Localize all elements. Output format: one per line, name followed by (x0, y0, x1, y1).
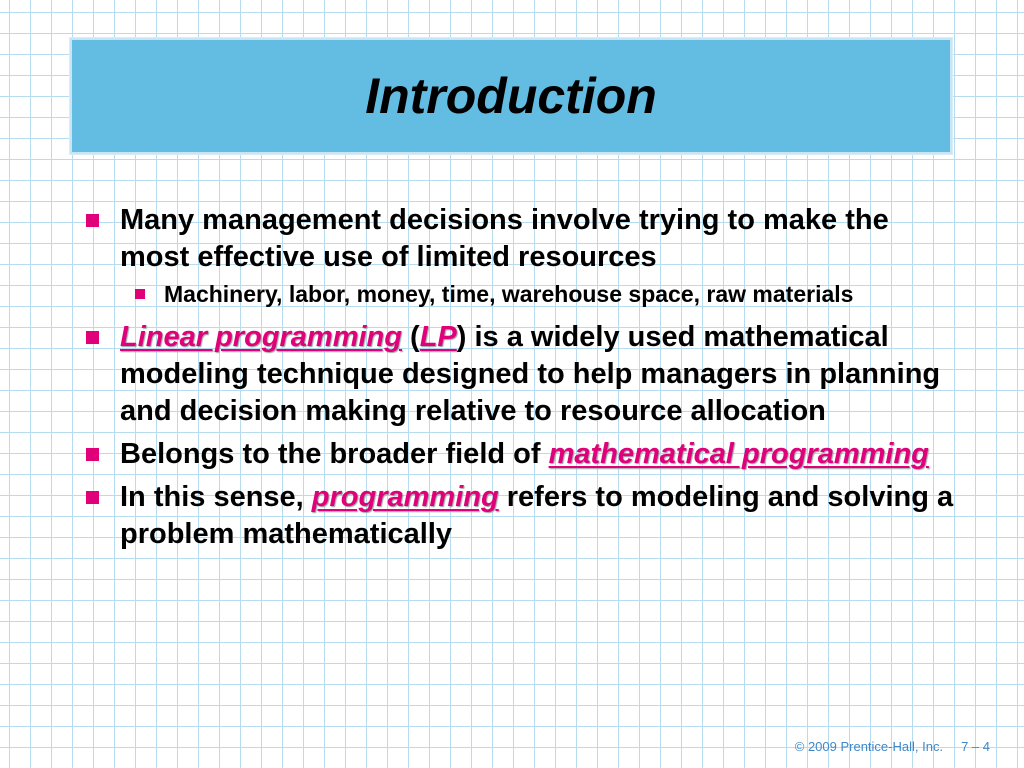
sub-bullet-item-examples (84, 280, 964, 309)
title-banner (70, 38, 952, 154)
term-mathematical-programming: mathematical programming (548, 438, 929, 470)
bullet-list (84, 202, 964, 559)
bullet-text: ( (402, 321, 420, 353)
slide-number: 7 – 4 (961, 739, 990, 754)
copyright-text: © 2009 Prentice-Hall, Inc. (794, 739, 944, 754)
bullet-text: Belongs to the broader field of (120, 438, 549, 470)
bullet-item-programming-sense (84, 479, 964, 553)
slide-footer (795, 739, 990, 754)
bullet-text: In this sense, (120, 481, 312, 513)
square-bullet-icon (86, 448, 99, 461)
bullet-item-resources (84, 202, 964, 276)
term-programming: programming (311, 481, 499, 513)
bullet-text: Many management decisions involve trying to make the most effective use of limited resources (120, 204, 889, 273)
bullet-text: ) is a widely used mathematical modeling technique designed to help managers in planning and decision making relative to resource allocation (120, 321, 941, 427)
bullet-item-broader-field (84, 436, 964, 473)
square-bullet-icon (86, 214, 99, 227)
term-linear-programming: Linear programming (120, 321, 402, 353)
square-bullet-icon (86, 331, 99, 344)
square-bullet-icon (135, 289, 145, 299)
term-lp: LP (419, 321, 457, 353)
bullet-text: refers to modeling and solving a problem mathematically (120, 481, 954, 550)
sub-bullet-text: Machinery, labor, money, time, warehouse space, raw materials (164, 281, 854, 307)
square-bullet-icon (86, 491, 99, 504)
slide-title: Introduction (365, 68, 657, 124)
bullet-item-linear-programming (84, 319, 964, 430)
